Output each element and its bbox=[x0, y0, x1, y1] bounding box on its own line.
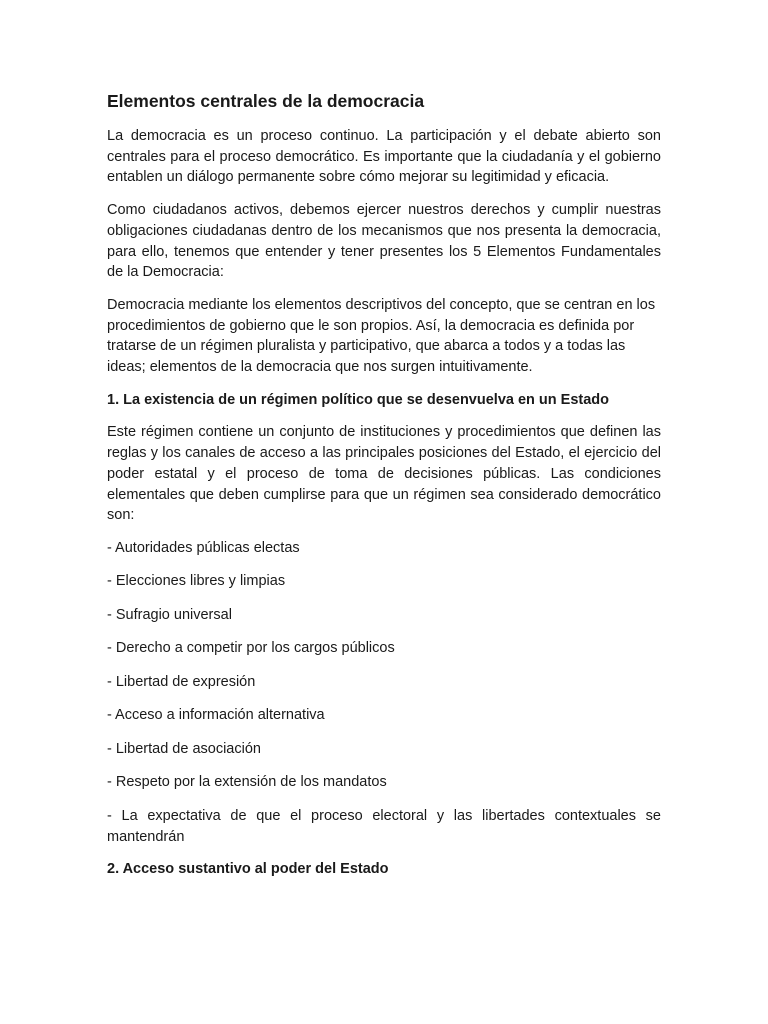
list-item: - La expectativa de que el proceso electoral y las libertades contextuales se mantendrán bbox=[107, 807, 661, 845]
conditions-list bbox=[107, 538, 661, 847]
list-item: - Respeto por la extensión de los mandatos bbox=[107, 774, 387, 791]
section-2-heading: 2. Acceso sustantivo al poder del Estado bbox=[107, 861, 389, 878]
list-item: - Libertad de asociación bbox=[107, 740, 261, 757]
list-item: - Autoridades públicas electas bbox=[107, 539, 300, 556]
section-1-heading: 1. La existencia de un régimen político que se desenvuelva en un Estado bbox=[107, 391, 610, 408]
list-item: - Sufragio universal bbox=[107, 606, 232, 623]
document-title: Elementos centrales de la democracia bbox=[107, 91, 425, 111]
section-1-body: Este régimen contiene un conjunto de instituciones y procedimientos que definen las reglas y los canales de acceso a las principales posiciones del Estado, el ejercicio del poder estatal y el proceso de toma de decisiones públicas. Las condiciones elementales que deben cumplirse para que un régimen sea considerado democrático son: bbox=[107, 424, 661, 524]
list-item: - Derecho a competir por los cargos públicos bbox=[107, 640, 395, 657]
paragraph-intro: La democracia es un proceso continuo. La participación y el debate abierto son centrales para el proceso democrático. Es importante que la ciudadanía y el gobierno entablen un diálogo permanente sobre cómo mejorar su legitimidad y eficacia. bbox=[107, 128, 661, 186]
list-item: - Libertad de expresión bbox=[107, 673, 256, 690]
paragraph-descriptive: Democracia mediante los elementos descriptivos del concepto, que se centran en los procedimientos de gobierno que le son propios. Así, la democracia es definida por tratarse de un régimen pluralista y participativo, que abarca a todos y a todas las ideas; elementos de la democracia que nos surgen intuitivamente. bbox=[107, 296, 656, 376]
list-item: - Acceso a información alternativa bbox=[107, 707, 325, 724]
list-item: - Elecciones libres y limpias bbox=[107, 573, 286, 590]
paragraph-citizens: Como ciudadanos activos, debemos ejercer nuestros derechos y cumplir nuestras obligaciones ciudadanas dentro de los mecanismos que nos presenta la democracia, para ello, tenemos que entender y tener presentes los 5 Elementos Fundamentales de la Democracia: bbox=[107, 202, 661, 281]
